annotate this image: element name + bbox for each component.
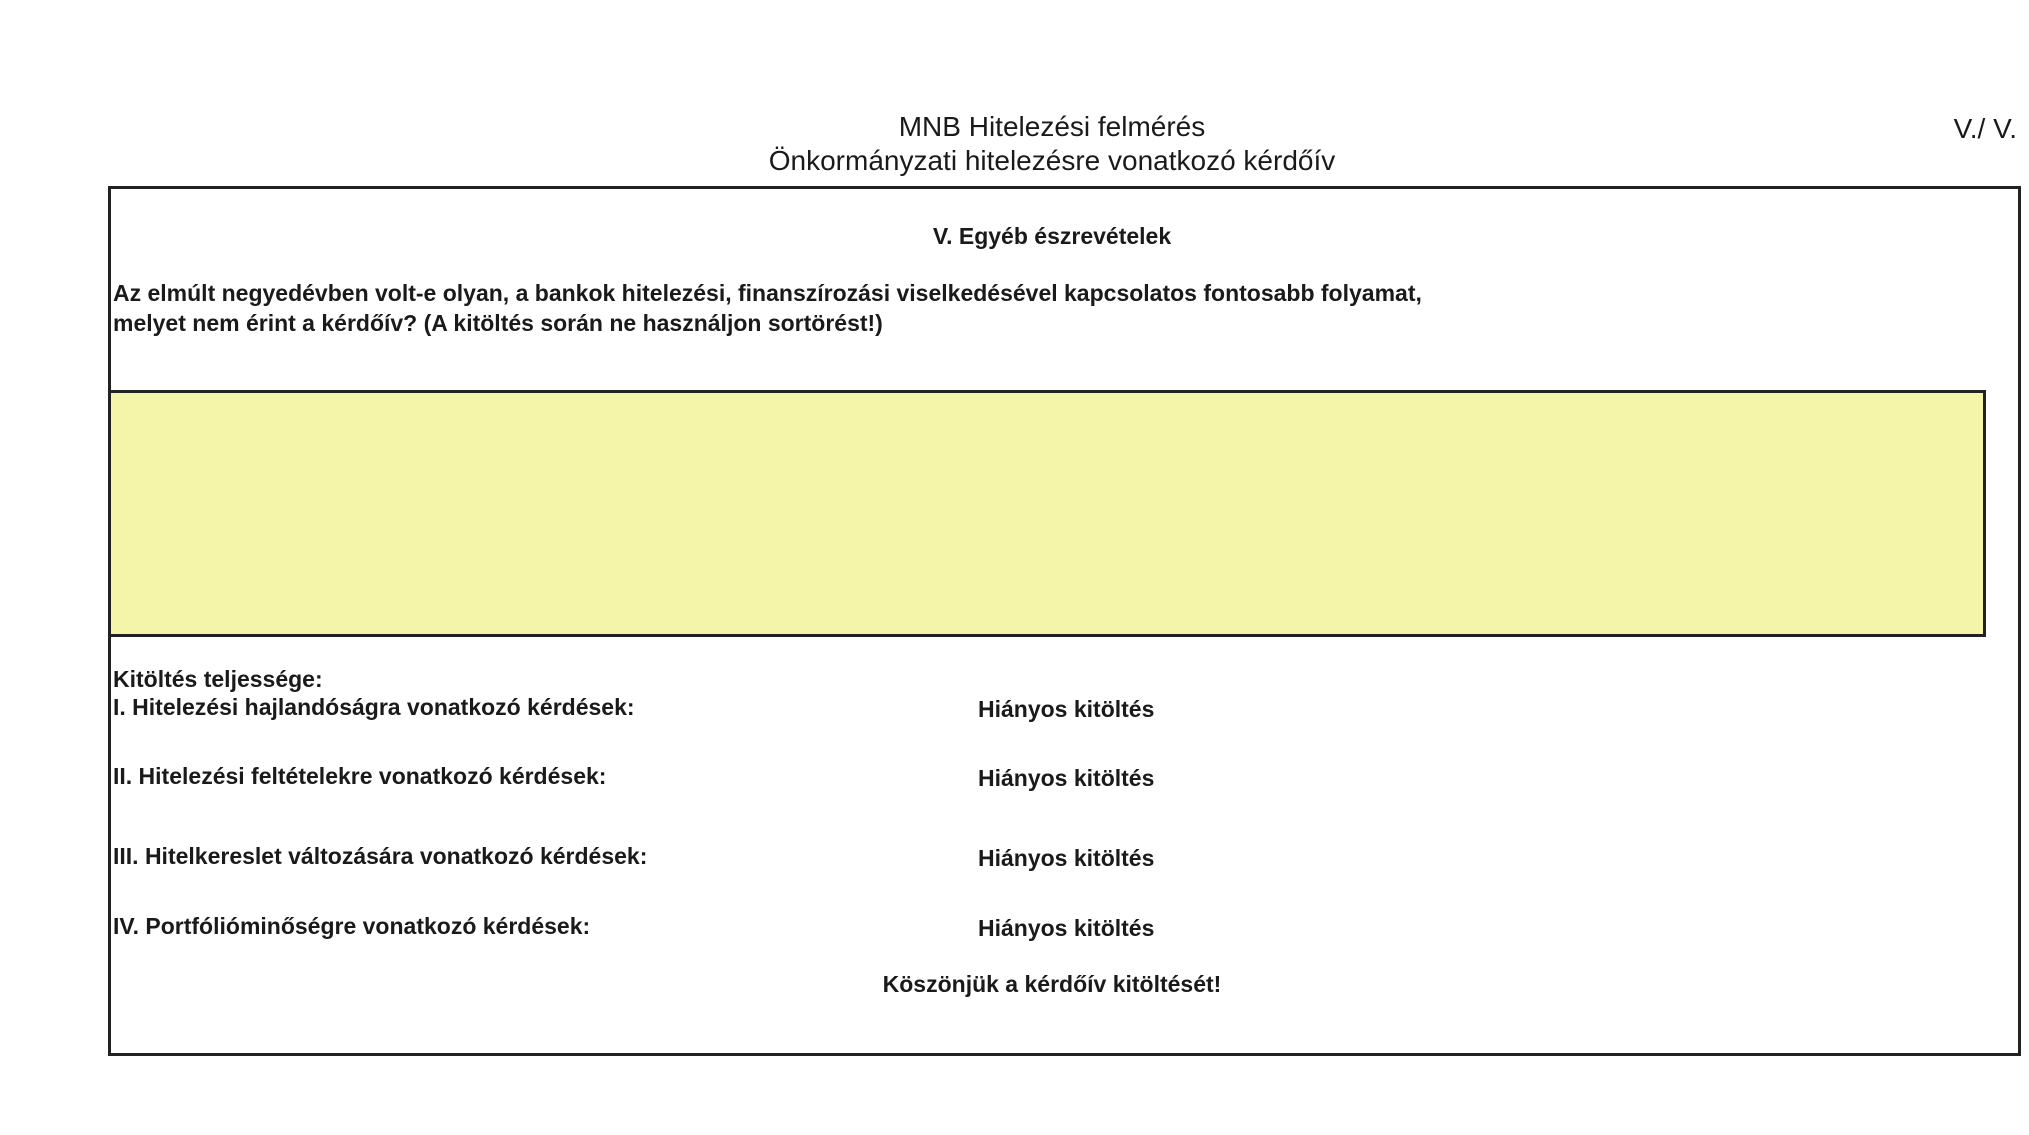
answer-input[interactable] (108, 390, 1986, 637)
completeness-row-status-2: Hiányos kitöltés (978, 765, 1155, 791)
completeness-row-status-3: Hiányos kitöltés (978, 845, 1155, 871)
completeness-row-label-4: IV. Portfólióminőségre vonatkozó kérdések: (113, 913, 591, 939)
question-line-2: melyet nem érint a kérdőív? (A kitöltés során ne használjon sortörést!) (113, 310, 883, 336)
completeness-row-label-2: II. Hitelezési feltételekre vonatkozó kérdések: (113, 763, 607, 789)
completeness-row-status-1: Hiányos kitöltés (978, 696, 1155, 722)
question-line-1: Az elmúlt negyedévben volt-e olyan, a bankok hitelezési, finanszírozási viselkedésével kapcsolatos fontosabb folyamat, (113, 280, 1422, 306)
question-text (113, 278, 1613, 338)
completeness-title: Kitöltés teljessége: (113, 666, 323, 692)
completeness-row-label-3: III. Hitelkereslet változására vonatkozó kérdések: (113, 843, 648, 869)
form-subtitle: Önkormányzati hitelezésre vonatkozó kérdőív (768, 145, 1336, 176)
page-marker: V./ V. (1953, 113, 2017, 144)
thank-you-message: Köszönjük a kérdőív kitöltését! (882, 971, 1222, 997)
completeness-row-status-4: Hiányos kitöltés (978, 915, 1155, 941)
section-title: V. Egyéb észrevételek (932, 223, 1172, 249)
completeness-row-label-1: I. Hitelezési hajlandóságra vonatkozó kérdések: (113, 694, 635, 720)
form-title: MNB Hitelezési felmérés (898, 111, 1206, 142)
